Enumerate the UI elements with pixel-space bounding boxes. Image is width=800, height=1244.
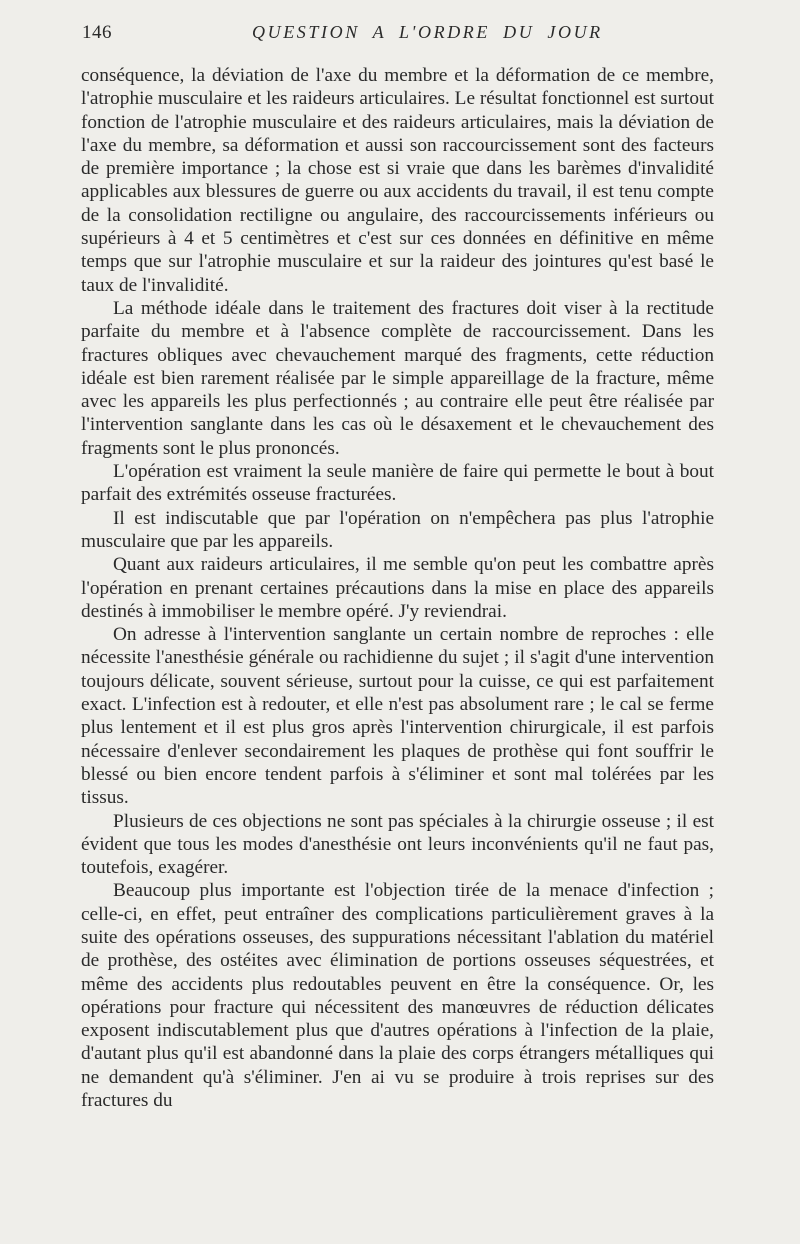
paragraph: Quant aux raideurs articulaires, il me semble qu'on peut les combattre après l'opération en prenant certaines précautions dans la mise en place des appareils destinés à immobiliser le membre opéré. J'y reviendrai. [81, 554, 714, 622]
paragraph: On adresse à l'intervention sanglante un certain nombre de reproches : elle nécessite l'anesthésie générale ou rachidienne du sujet ; il s'agit d'une intervention toujours délicate, souvent sérieuse, surtout pour la cuisse, ce qui est parfaitement exact. L'infection est à redouter, et elle n'est pas absolument rare ; le cal se ferme plus lentement et il est plus gros après l'intervention chirurgicale, il est parfois nécessaire d'enlever secondairement les plaques de prothèse qui font souffrir le blessé ou bien encore tendent parfois à s'éliminer et sont mal tolérées par les tissus. [81, 624, 714, 809]
paragraph: L'opération est vraiment la seule manière de faire qui permette le bout à bout parfait des extrémités osseuse fracturées. [81, 461, 714, 506]
paragraph: Il est indiscutable que par l'opération on n'empêchera pas plus l'atrophie musculaire que par les appareils. [81, 507, 714, 552]
body-text [81, 64, 714, 1112]
paragraph-continued: conséquence, la déviation de l'axe du membre et la déformation de ce membre, l'atrophie musculaire et les raideurs articulaires. Le résultat fonctionnel est surtout fonction de l'atrophie musculaire et des raideurs articulaires, mais la déviation de l'axe du membre, sa déformation et aussi son raccourcissement sont des facteurs de première importance ; la chose est si vraie que dans les barèmes d'invalidité applicables aux blessures de guerre ou aux accidents du travail, il est tenu compte de la consolidation rectiligne ou angulaire, des raccourcissements inférieurs ou supérieurs à 4 et 5 centimètres et c'est sur ces données en définitive en même temps que sur l'atrophie musculaire et sur la raideur des jointures qu'est basé le taux de l'invalidité. [81, 65, 714, 296]
page-number: 146 [82, 22, 112, 43]
paragraph: Beaucoup plus importante est l'objection tirée de la menace d'infection ; celle-ci, en effet, peut entraîner des complications particulièrement graves à la suite des opérations osseuses, des suppurations nécessitant l'ablation du matériel de prothèse, des ostéites avec élimination de portions osseuses séquestrées, et même des accidents plus redoutables peuvent en être la conséquence. Or, les opérations pour fracture qui nécessitent des manœuvres de réduction délicates exposent indiscutablement plus que d'autres opérations à l'infection de la plaie, d'autant plus qu'il est abandonné dans la plaie des corps étrangers métalliques qui ne demandent qu'à s'éliminer. J'en ai vu se produire à trois reprises sur des fractures du [81, 880, 714, 1112]
running-title: QUESTION A L'ORDRE DU JOUR [252, 22, 603, 42]
page-header [82, 22, 712, 48]
paragraph: La méthode idéale dans le traitement des fractures doit viser à la rectitude parfaite du membre et à l'absence complète de raccourcissement. Dans les fractures obliques avec chevauchement marqué des fragments, cette réduction idéale est bien rarement réalisée par le simple appareillage de la fracture, même avec les appareils les plus perfectionnés ; au contraire elle peut être réalisée par l'intervention sanglante dans les cas où le désaxement et le chevauchement des fragments sont le plus prononcés. [81, 297, 714, 459]
paragraph: Plusieurs de ces objections ne sont pas spéciales à la chirurgie osseuse ; il est évident que tous les modes d'anesthésie ont leurs inconvénients qu'il ne faut pas, toutefois, exagérer. [81, 810, 714, 879]
